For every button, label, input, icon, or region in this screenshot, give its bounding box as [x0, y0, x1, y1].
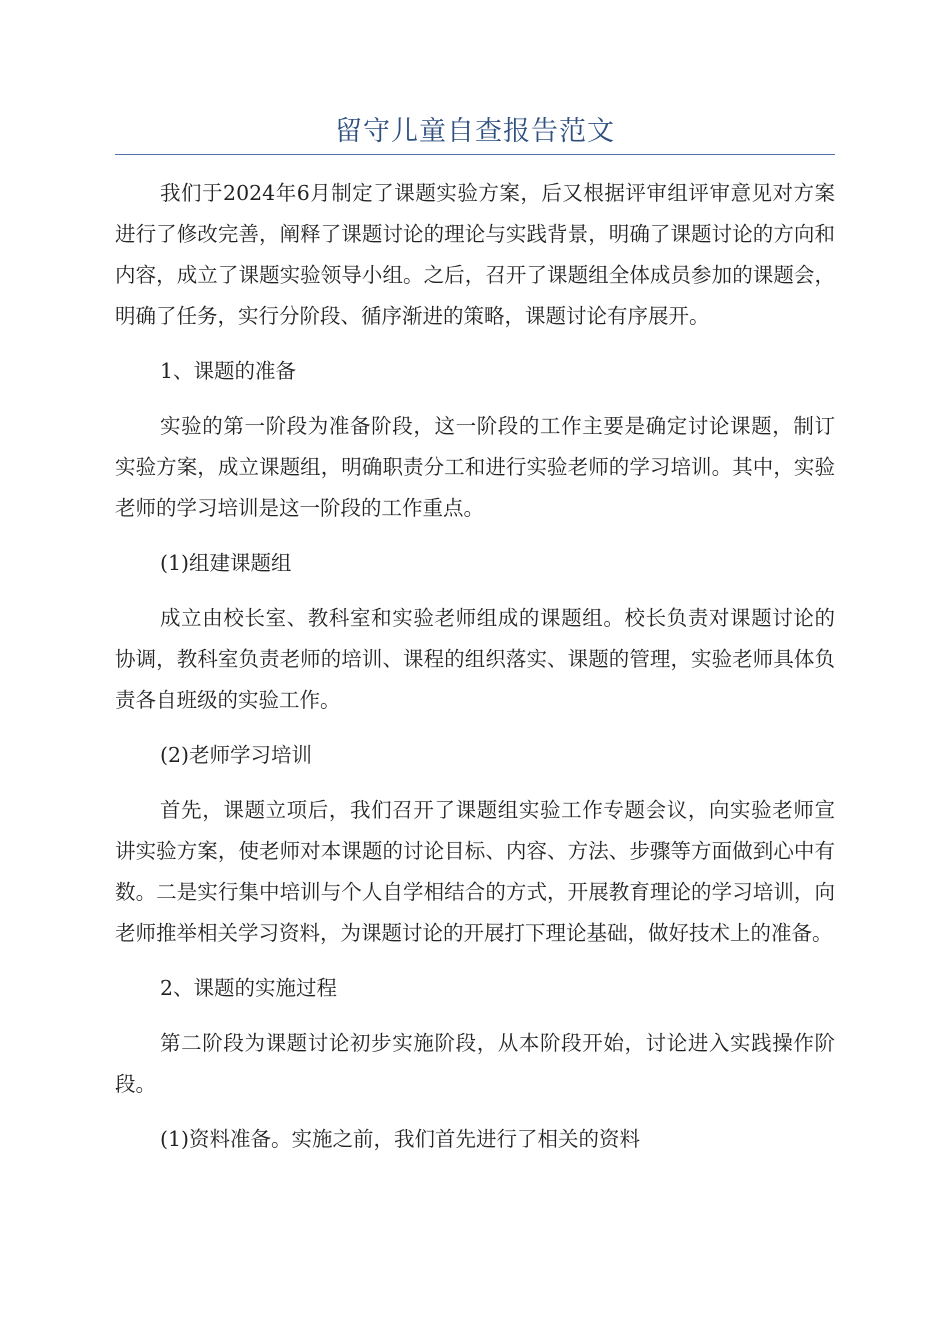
paragraph-preparation: 实验的第一阶段为准备阶段，这一阶段的工作主要是确定讨论课题，制订实验方案，成立课题组，明确职责分工和进行实验老师的学习培训。其中，实验老师的学习培训是这一阶段的工作重点。 [115, 414, 835, 520]
paragraph-intro: 我们于2024年6月制定了课题实验方案，后又根据评审组评审意见对方案进行了修改完善，阐释了课题讨论的理论与实践背景，明确了课题讨论的方向和内容，成立了课题实验领导小组。之后，召开了课题组全体成员参加的课题会，明确了任务，实行分阶段、循序渐进的策略，课题讨论有序展开。 [115, 181, 835, 328]
section-heading-implementation: 2、课题的实施过程 [160, 976, 338, 1000]
paragraph-materials: (1)资料准备。实施之前，我们首先进行了相关的资料 [160, 1127, 641, 1151]
section-heading-preparation: 1、课题的准备 [160, 359, 297, 383]
paragraph-teacher-training: 首先，课题立项后，我们召开了课题组实验工作专题会议，向实验老师宣讲实验方案，使老师对本课题的讨论目标、内容、方法、步骤等方面做到心中有数。二是实行集中培训与个人自学相结合的方式，开展教育理论的学习培训，向老师推举相关学习资料，为课题讨论的开展打下理论基础，做好技术上的准备。 [115, 798, 835, 945]
paragraph-implementation: 第二阶段为课题讨论初步实施阶段，从本阶段开始，讨论进入实践操作阶段。 [115, 1031, 835, 1096]
subheading-group-setup: (1)组建课题组 [160, 551, 292, 575]
document-body [115, 173, 835, 1174]
paragraph-group-setup: 成立由校长室、教科室和实验老师组成的课题组。校长负责对课题讨论的协调，教科室负责老师的培训、课程的组织落实、课题的管理，实验老师具体负责各自班级的实验工作。 [115, 606, 835, 712]
document-title: 留守儿童自查报告范文 [335, 116, 615, 147]
title-underline [115, 154, 835, 155]
subheading-teacher-training: (2)老师学习培训 [160, 743, 313, 767]
